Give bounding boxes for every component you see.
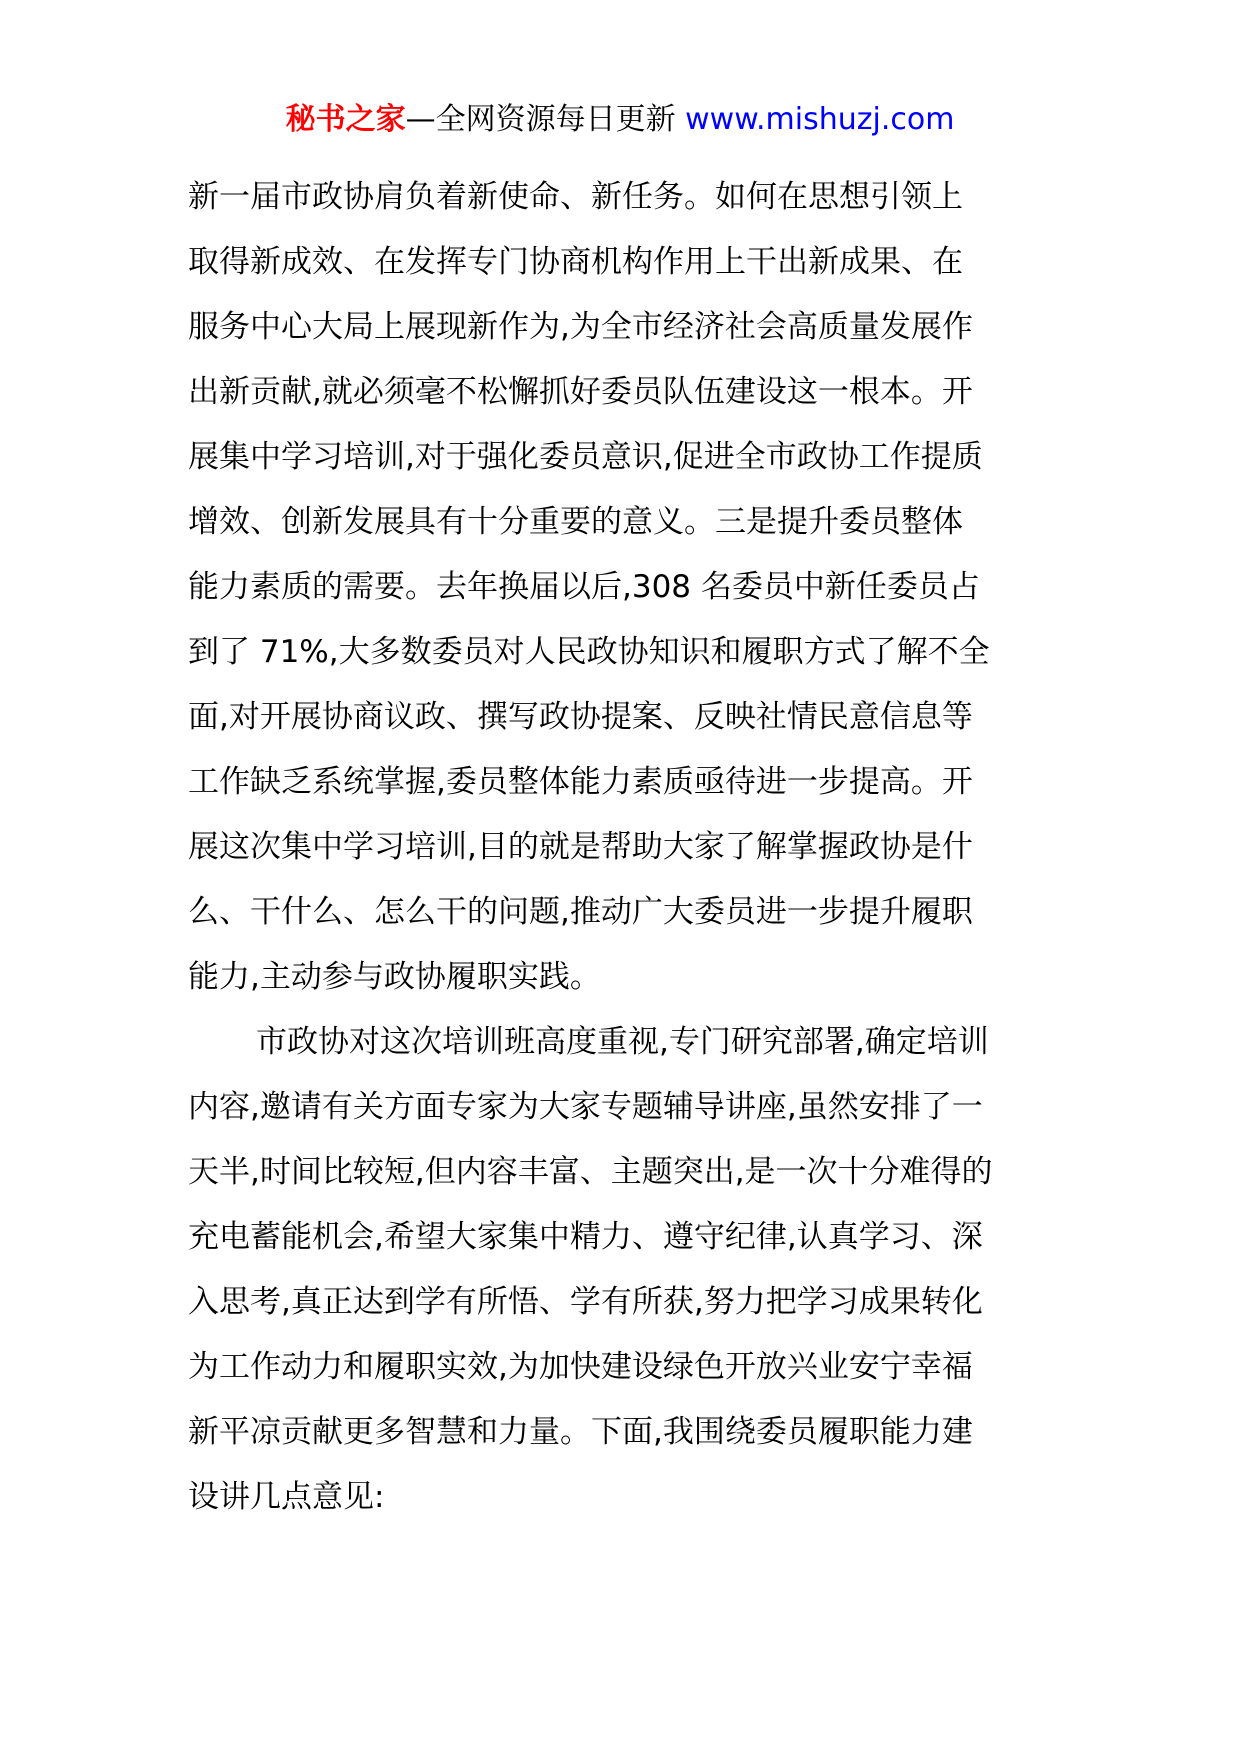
text-line: 为工作动力和履职实效,为加快建设绿色开放兴业安宁幸福 [188,1349,973,1385]
text-line: 取得新成效、在发挥专门协商机构作用上干出新成果、在 [188,244,963,280]
text-line: 设讲几点意见: [188,1479,385,1515]
text-line: 新平凉贡献更多智慧和力量。下面,我围绕委员履职能力建 [188,1414,973,1450]
text-line: 工作缺乏系统掌握,委员整体能力素质亟待进一步提高。开 [188,764,973,800]
text-line: 么、干什么、怎么干的问题,推动广大委员进一步提升履职 [188,894,973,930]
site-slogan: —全网资源每日更新 [405,102,686,137]
site-header [0,100,1240,140]
text-line: 入思考,真正达到学有所悟、学有所获,努力把学习成果转化 [188,1284,983,1320]
text-line: 能力素质的需要。去年换届以后,308 名委员中新任委员占 [188,569,980,605]
text-line: 增效、创新发展具有十分重要的意义。三是提升委员整体 [188,504,963,540]
text-line: 天半,时间比较短,但内容丰富、主题突出,是一次十分难得的 [188,1154,993,1190]
text-line: 能力,主动参与政协履职实践。 [188,959,601,995]
text-line: 到了 71%,大多数委员对人民政协知识和履职方式了解不全 [188,634,990,670]
paragraph-start-line: 市政协对这次培训班高度重视,专门研究部署,确定培训 [256,1024,989,1060]
site-brand: 秘书之家 [285,102,406,137]
text-line: 服务中心大局上展现新作为,为全市经济社会高质量发展作 [188,309,973,345]
site-url-link[interactable]: www.mishuzj.com [685,102,955,137]
text-line: 出新贡献,就必须毫不松懈抓好委员队伍建设这一根本。开 [188,374,973,410]
text-line: 新一届市政协肩负着新使命、新任务。如何在思想引领上 [188,179,963,215]
document-body [188,165,1058,1530]
text-line: 展集中学习培训,对于强化委员意识,促进全市政协工作提质 [188,439,983,475]
text-line: 充电蓄能机会,希望大家集中精力、遵守纪律,认真学习、深 [188,1219,983,1255]
text-line: 面,对开展协商议政、撰写政协提案、反映社情民意信息等 [188,699,973,735]
text-line: 展这次集中学习培训,目的就是帮助大家了解掌握政协是什 [188,829,973,865]
text-line: 内容,邀请有关方面专家为大家专题辅导讲座,虽然安排了一 [188,1089,983,1125]
